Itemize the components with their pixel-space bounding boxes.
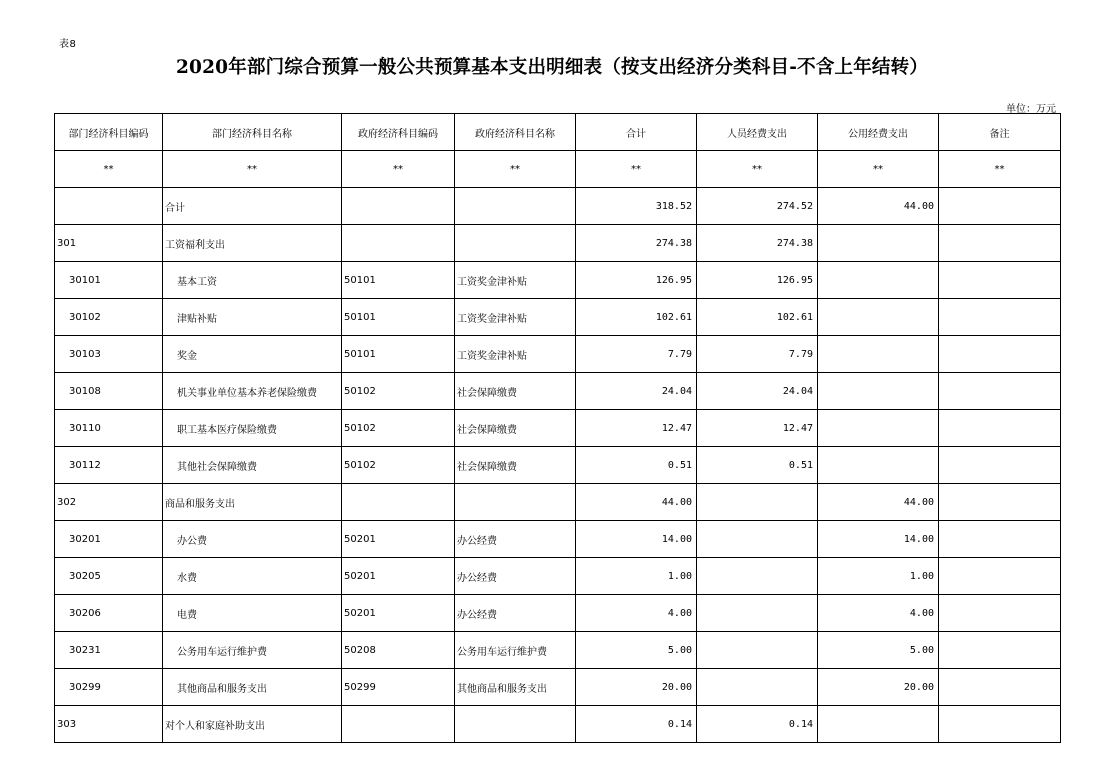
total-cell: 7.79	[576, 336, 697, 373]
dept-code-cell: 302	[55, 484, 163, 521]
total-cell: 4.00	[576, 595, 697, 632]
total-cell: 318.52	[576, 188, 697, 225]
public-cell	[818, 706, 939, 743]
gov-code-cell	[342, 225, 455, 262]
table-row	[55, 262, 1061, 299]
gov-name-cell: 公务用车运行维护费	[455, 632, 576, 669]
gov-name-cell: 工资奖金津补贴	[455, 262, 576, 299]
header-public: 公用经费支出	[818, 114, 939, 151]
public-cell	[818, 299, 939, 336]
table-number: 表8	[59, 39, 77, 50]
header-note: 备注	[939, 114, 1061, 151]
total-cell: 24.04	[576, 373, 697, 410]
gov-code-cell	[342, 188, 455, 225]
personnel-cell: 274.38	[697, 225, 818, 262]
personnel-cell	[697, 595, 818, 632]
dept-code-cell: 303	[55, 706, 163, 743]
public-cell: 5.00	[818, 632, 939, 669]
table-row	[55, 299, 1061, 336]
table-row	[55, 188, 1061, 225]
star-cell: **	[576, 151, 697, 188]
note-cell	[939, 558, 1061, 595]
dept-code-cell: 30101	[55, 262, 163, 299]
gov-name-cell	[455, 188, 576, 225]
gov-code-cell	[342, 484, 455, 521]
note-cell	[939, 299, 1061, 336]
dept-code-cell: 30205	[55, 558, 163, 595]
note-cell	[939, 521, 1061, 558]
personnel-cell	[697, 521, 818, 558]
public-cell	[818, 447, 939, 484]
personnel-cell: 12.47	[697, 410, 818, 447]
personnel-cell	[697, 669, 818, 706]
table-row	[55, 521, 1061, 558]
note-cell	[939, 225, 1061, 262]
table-row	[55, 484, 1061, 521]
table-row	[55, 225, 1061, 262]
total-cell: 14.00	[576, 521, 697, 558]
note-cell	[939, 669, 1061, 706]
personnel-cell: 102.61	[697, 299, 818, 336]
personnel-cell: 0.14	[697, 706, 818, 743]
note-cell	[939, 410, 1061, 447]
total-cell: 0.51	[576, 447, 697, 484]
public-cell: 4.00	[818, 595, 939, 632]
gov-code-cell: 50101	[342, 262, 455, 299]
dept-name-cell: 津贴补贴	[163, 299, 342, 336]
gov-code-cell: 50101	[342, 299, 455, 336]
dept-name-cell: 商品和服务支出	[163, 484, 342, 521]
star-cell: **	[163, 151, 342, 188]
public-cell	[818, 336, 939, 373]
note-cell	[939, 484, 1061, 521]
gov-name-cell	[455, 225, 576, 262]
page-title: 2020年部门综合预算一般公共预算基本支出明细表（按支出经济分类科目-不含上年结转）	[175, 57, 929, 78]
gov-code-cell: 50102	[342, 447, 455, 484]
table-row	[55, 558, 1061, 595]
gov-code-cell: 50201	[342, 595, 455, 632]
dept-code-cell: 30206	[55, 595, 163, 632]
public-cell: 44.00	[818, 188, 939, 225]
dept-name-cell: 电费	[163, 595, 342, 632]
table-row	[55, 706, 1061, 743]
header-row	[55, 114, 1061, 151]
gov-code-cell: 50201	[342, 521, 455, 558]
gov-name-cell: 工资奖金津补贴	[455, 336, 576, 373]
public-cell	[818, 373, 939, 410]
note-cell	[939, 595, 1061, 632]
total-cell: 102.61	[576, 299, 697, 336]
star-cell: **	[55, 151, 163, 188]
table-row	[55, 336, 1061, 373]
gov-code-cell: 50102	[342, 410, 455, 447]
gov-code-cell: 50102	[342, 373, 455, 410]
budget-table	[54, 113, 1061, 743]
note-cell	[939, 447, 1061, 484]
dept-code-cell: 30201	[55, 521, 163, 558]
dept-name-cell: 其他社会保障缴费	[163, 447, 342, 484]
personnel-cell: 274.52	[697, 188, 818, 225]
dept-name-cell: 办公费	[163, 521, 342, 558]
table-row	[55, 373, 1061, 410]
note-cell	[939, 262, 1061, 299]
dept-name-cell: 职工基本医疗保险缴费	[163, 410, 342, 447]
dept-name-cell: 公务用车运行维护费	[163, 632, 342, 669]
dept-code-cell: 30110	[55, 410, 163, 447]
gov-name-cell: 其他商品和服务支出	[455, 669, 576, 706]
public-cell: 14.00	[818, 521, 939, 558]
total-cell: 44.00	[576, 484, 697, 521]
gov-code-cell	[342, 706, 455, 743]
table-row	[55, 669, 1061, 706]
gov-name-cell: 社会保障缴费	[455, 373, 576, 410]
dept-code-cell	[55, 188, 163, 225]
personnel-cell	[697, 484, 818, 521]
gov-name-cell	[455, 706, 576, 743]
table-row	[55, 595, 1061, 632]
total-cell: 20.00	[576, 669, 697, 706]
gov-code-cell: 50208	[342, 632, 455, 669]
table-row	[55, 447, 1061, 484]
dept-name-cell: 合计	[163, 188, 342, 225]
personnel-cell: 7.79	[697, 336, 818, 373]
star-cell: **	[697, 151, 818, 188]
total-cell: 274.38	[576, 225, 697, 262]
header-gov-code: 政府经济科目编码	[342, 114, 455, 151]
dept-code-cell: 30231	[55, 632, 163, 669]
star-row	[55, 151, 1061, 188]
gov-name-cell: 工资奖金津补贴	[455, 299, 576, 336]
gov-code-cell: 50101	[342, 336, 455, 373]
gov-code-cell: 50201	[342, 558, 455, 595]
dept-name-cell: 机关事业单位基本养老保险缴费	[163, 373, 342, 410]
star-cell: **	[939, 151, 1061, 188]
header-gov-name: 政府经济科目名称	[455, 114, 576, 151]
total-cell: 126.95	[576, 262, 697, 299]
gov-name-cell: 办公经费	[455, 558, 576, 595]
public-cell: 20.00	[818, 669, 939, 706]
personnel-cell: 24.04	[697, 373, 818, 410]
personnel-cell	[697, 558, 818, 595]
star-cell: **	[818, 151, 939, 188]
star-cell: **	[455, 151, 576, 188]
public-cell	[818, 410, 939, 447]
note-cell	[939, 336, 1061, 373]
personnel-cell	[697, 632, 818, 669]
public-cell: 1.00	[818, 558, 939, 595]
dept-code-cell: 30112	[55, 447, 163, 484]
gov-name-cell: 办公经费	[455, 595, 576, 632]
dept-code-cell: 30108	[55, 373, 163, 410]
note-cell	[939, 632, 1061, 669]
dept-name-cell: 对个人和家庭补助支出	[163, 706, 342, 743]
personnel-cell: 0.51	[697, 447, 818, 484]
total-cell: 12.47	[576, 410, 697, 447]
public-cell	[818, 262, 939, 299]
total-cell: 0.14	[576, 706, 697, 743]
dept-code-cell: 30299	[55, 669, 163, 706]
star-cell: **	[342, 151, 455, 188]
dept-name-cell: 水费	[163, 558, 342, 595]
dept-code-cell: 301	[55, 225, 163, 262]
gov-name-cell: 社会保障缴费	[455, 447, 576, 484]
note-cell	[939, 706, 1061, 743]
unit-label: 单位：万元	[1006, 104, 1056, 115]
total-cell: 1.00	[576, 558, 697, 595]
gov-name-cell	[455, 484, 576, 521]
total-cell: 5.00	[576, 632, 697, 669]
table-row	[55, 410, 1061, 447]
note-cell	[939, 188, 1061, 225]
public-cell: 44.00	[818, 484, 939, 521]
header-dept-name: 部门经济科目名称	[163, 114, 342, 151]
dept-name-cell: 其他商品和服务支出	[163, 669, 342, 706]
dept-name-cell: 工资福利支出	[163, 225, 342, 262]
dept-name-cell: 基本工资	[163, 262, 342, 299]
dept-name-cell: 奖金	[163, 336, 342, 373]
dept-code-cell: 30102	[55, 299, 163, 336]
header-dept-code: 部门经济科目编码	[55, 114, 163, 151]
public-cell	[818, 225, 939, 262]
note-cell	[939, 373, 1061, 410]
header-total: 合计	[576, 114, 697, 151]
gov-name-cell: 办公经费	[455, 521, 576, 558]
header-personnel: 人员经费支出	[697, 114, 818, 151]
gov-name-cell: 社会保障缴费	[455, 410, 576, 447]
gov-code-cell: 50299	[342, 669, 455, 706]
dept-code-cell: 30103	[55, 336, 163, 373]
personnel-cell: 126.95	[697, 262, 818, 299]
table-row	[55, 632, 1061, 669]
